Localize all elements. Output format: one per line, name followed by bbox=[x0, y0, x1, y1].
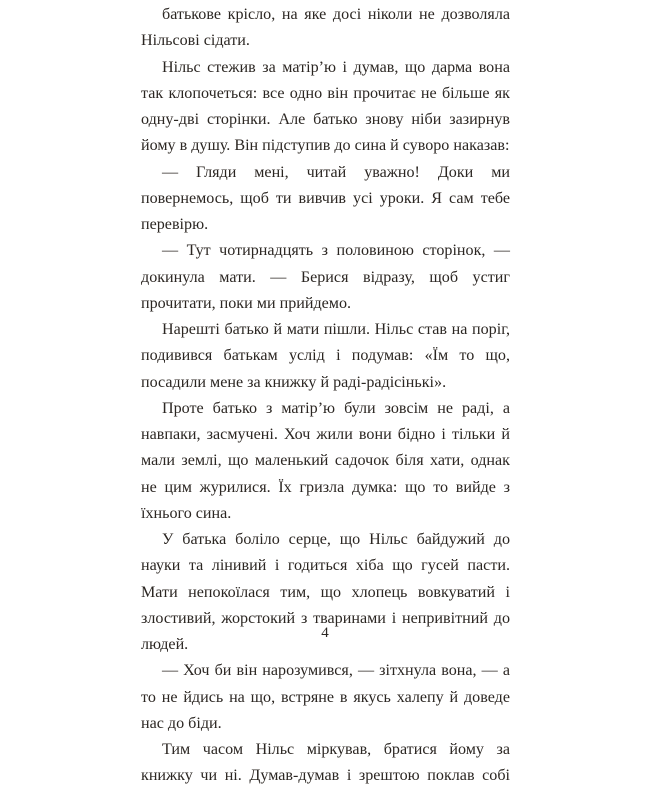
paragraph-body: Нарешті батько й мати пішли. Нільс став на поріг, подивився батькам услід і подумав: «Їм то що, посадили мене за книжку й раді-радісінькі». bbox=[141, 321, 510, 391]
paragraph-dialogue: — Гляди мені, читай уважно! Доки ми повернемось, щоб ти вивчив усі уроки. Я сам тебе перевірю. bbox=[141, 163, 510, 233]
paragraph-body: Тим часом Нільс міркував, братися йому за книжку чи ні. Думав-думав і зрештою поклав собі bbox=[141, 741, 510, 785]
paragraph-dialogue: — Хоч би він нарозумився, — зітхнула вона, — а то не йдись на що, встряне в якусь халепу й доведе нас до біди. bbox=[141, 662, 510, 732]
page-text-block bbox=[141, 2, 510, 790]
paragraph-body: Нільс стежив за матір’ю і думав, що дарма вона так клопочеться: все одно він прочитає не більше як одну-дві сторінки. Але батько знову ніби зазирнув йому в душу. Він підступив до сина й суворо наказав: bbox=[141, 58, 510, 155]
paragraph-continuation: батькове крісло, на яке досі ніколи не дозволяла Нільсові сідати. bbox=[141, 6, 510, 50]
paragraph-body: Проте батько з матір’ю були зовсім не раді, а навпаки, засмучені. Хоч жили вони бідно і тільки й мали землі, що маленький садочок біля хати, однак не цим журилися. Їх гризла думка: що то вийде з їхнього сина. bbox=[141, 399, 510, 522]
page-number: 4 bbox=[321, 625, 329, 641]
paragraph-body: У батька боліло серце, що Нільс байдужий до науки та лінивий і годиться хіба що гусей пасти. Мати непокоїлася тим, що хлопець вовкуватий і злостивий, жорстокий з тваринами і непривітний до людей. bbox=[141, 531, 510, 653]
paragraph-dialogue: — Тут чотирнадцять з половиною сторінок, — докинула мати. — Берися відразу, щоб устиг прочитати, поки ми прийдемо. bbox=[141, 242, 510, 312]
